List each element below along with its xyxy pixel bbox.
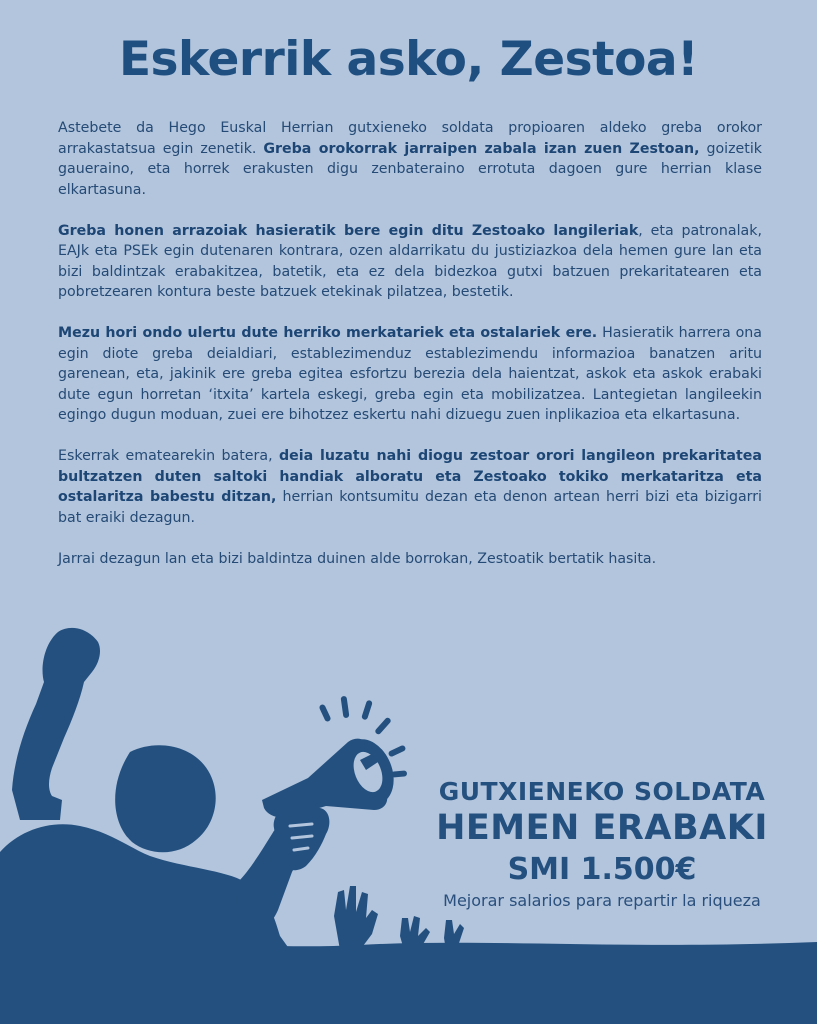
crowd-hands-silhouette: [334, 886, 378, 950]
bold-text-run: Greba orokorrak jarraipen zabala izan zuen Zestoan,: [263, 140, 700, 157]
bold-text-run: Mezu hori ondo ulertu dute herriko merkatariek eta ostalariek ere.: [58, 325, 598, 341]
paragraph: [58, 221, 762, 303]
campaign-amount: SMI 1.500€: [507, 852, 697, 887]
raised-fist-silhouette: [12, 628, 100, 820]
text-run: , eta patronalak, EAJk eta PSEk egin dutenaren kontrara, ozen aldarrikatu du justiziazkoa dela hemen gure lan eta bizi baldintzak erabakitzea, batetik, eta ez dela bidezkoa gutxi batzuen prekaritatearen eta pobretzearen kontura beste batzuek etekinak pilatzea, bestetik.: [58, 222, 762, 300]
text-run: Jarrai dezagun lan eta bizi baldintza duinen alde borrokan, Zestoatik bertatik hasita.: [58, 550, 657, 567]
campaign-slogan: Mejorar salarios para repartir la riqueza: [443, 891, 761, 910]
page-title: Eskerrik asko, Zestoa!: [118, 32, 699, 87]
text-run: goizetik gaueraino, eta horrek erakusten digu zenbateraino errotuta dagoen gure herrian klase elkartasuna.: [58, 140, 762, 198]
paragraph: [58, 549, 762, 570]
text-run: Astebete da Hego Euskal Herrian gutxieneko soldata propioaren aldeko greba orokor arrakastatsua egin zenetik.: [58, 120, 762, 157]
bold-text-run: deia luzatu nahi diogu zestoar orori langileon prekaritatea bultzatzen duten saltoki handiak alboratu eta Zestoako tokiko merkataritza eta ostalaritza babestu ditzan,: [58, 448, 762, 505]
campaign-line-1: GUTXIENEKO SOLDATA: [438, 777, 766, 806]
text-run: Eskerrak ematearekin batera,: [58, 448, 279, 464]
head-silhouette: [115, 745, 216, 852]
letter-body: [58, 118, 762, 590]
paragraph: [58, 118, 762, 200]
text-run: herrian kontsumitu dezan eta denon artean herri bizi eta bizigarri bat eraiki dezagun.: [58, 489, 762, 526]
bold-text-run: Greba honen arrazoiak hasieratik bere egin ditu Zestoako langileriak: [58, 222, 639, 239]
paragraph: [58, 446, 762, 528]
campaign-block: [418, 776, 786, 912]
paragraph: [58, 323, 762, 426]
campaign-line-2: HEMEN ERABAKI: [436, 808, 768, 848]
text-run: Hasieratik harrera ona egin diote greba deialdiari, establezimenduz establezimendu informazioa banatzen aritu garenean, eta, jakinik ere greba egitea esfortzu berezia dela haientzat, askok eta askok erabaki dute egun horretan ‘itxita’ kartela eskegi, greba egin eta mobilizatzea. Lantegietan langileekin egingo dugun moduan, zuei ere bihotzez eskertu nahi dizuegu zuen inplikazioa eta elkartasuna.: [58, 325, 762, 423]
